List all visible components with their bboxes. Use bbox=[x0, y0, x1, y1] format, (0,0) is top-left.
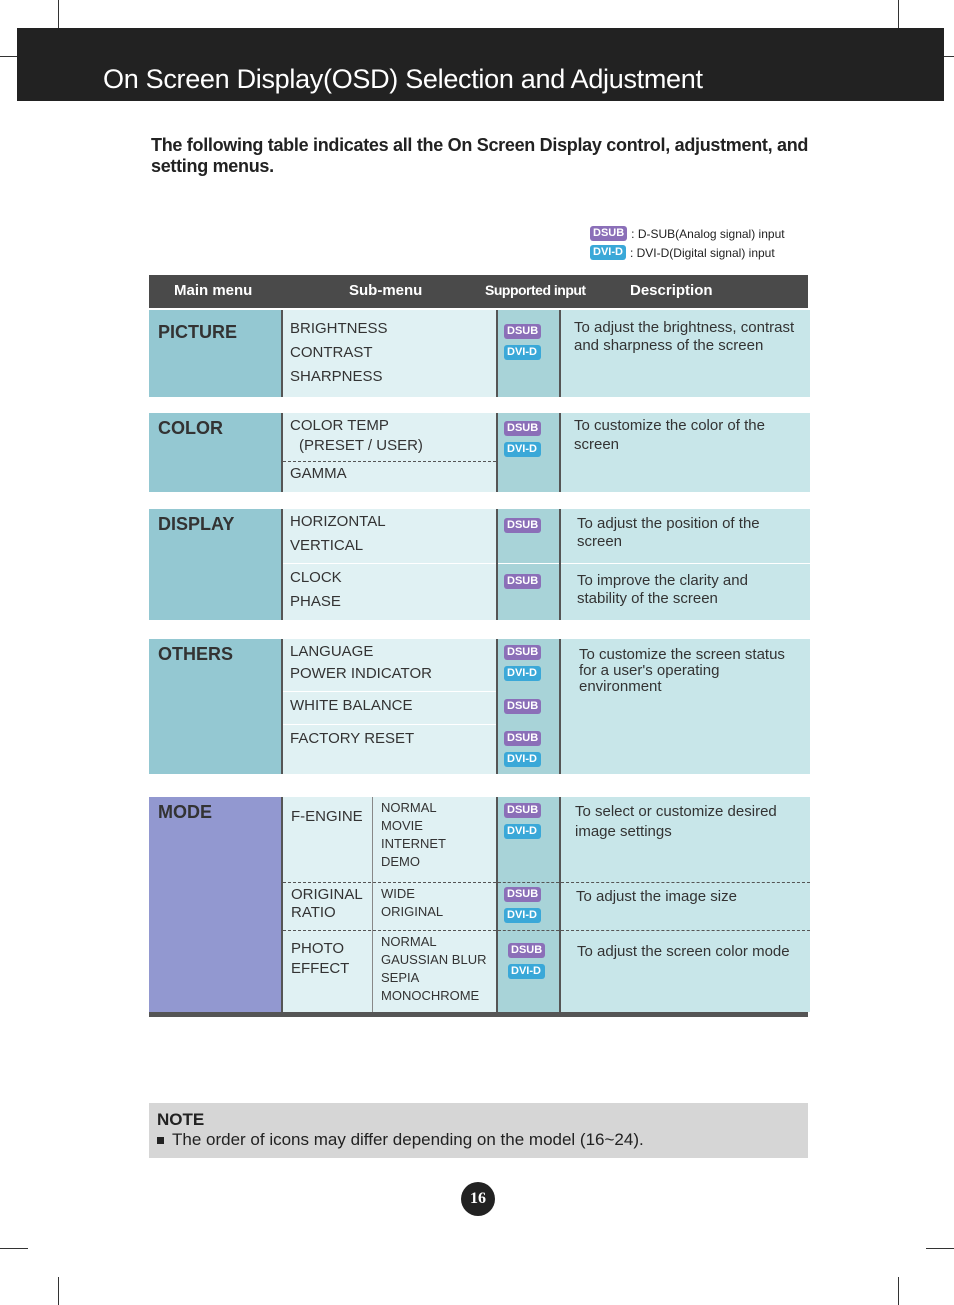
submenu-item: BRIGHTNESS bbox=[290, 320, 388, 337]
dvid-badge: DVI-D bbox=[504, 345, 541, 360]
row-separator bbox=[283, 691, 496, 692]
main-menu-display: DISPLAY bbox=[158, 514, 235, 534]
dsub-badge: DSUB bbox=[590, 226, 627, 241]
submenu-item: CONTRAST bbox=[290, 344, 373, 361]
description-text: To customize the screen status bbox=[579, 646, 785, 663]
header-supported-input: Supported input bbox=[485, 282, 586, 298]
option-item: WIDE bbox=[381, 886, 415, 901]
description-text: screen bbox=[577, 533, 623, 550]
table-bottom-rule bbox=[149, 1012, 808, 1017]
submenu-item: F-ENGINE bbox=[291, 808, 363, 825]
submenu-item: RATIO bbox=[291, 904, 336, 921]
crop-mark bbox=[0, 1248, 28, 1249]
option-item: DEMO bbox=[381, 854, 420, 869]
option-item: SEPIA bbox=[381, 970, 420, 985]
option-item: MOVIE bbox=[381, 818, 423, 833]
crop-mark bbox=[898, 1277, 899, 1305]
submenu-item: PHOTO bbox=[291, 940, 345, 957]
submenu-item: PHASE bbox=[290, 593, 341, 610]
row-separator bbox=[283, 563, 496, 564]
section-mode bbox=[149, 797, 808, 1012]
description-text: for a user's operating bbox=[579, 662, 720, 679]
submenu-item: POWER INDICATOR bbox=[290, 665, 432, 682]
dsub-badge: DSUB bbox=[504, 421, 541, 436]
page-number: 16 bbox=[461, 1182, 495, 1216]
dsub-badge: DSUB bbox=[504, 803, 541, 818]
description-text: To improve the clarity and bbox=[577, 572, 748, 589]
submenu-item: SHARPNESS bbox=[290, 368, 383, 385]
dsub-badge: DSUB bbox=[508, 943, 545, 958]
intro-text: The following table indicates all the On Screen Display control, adjustment, and setting menus. bbox=[151, 135, 809, 176]
dsub-badge: DSUB bbox=[504, 574, 541, 589]
dsub-badge: DSUB bbox=[504, 324, 541, 339]
submenu-item: VERTICAL bbox=[290, 537, 364, 554]
section-others bbox=[149, 639, 808, 774]
row-separator bbox=[561, 882, 810, 883]
submenu-item: (PRESET / USER) bbox=[299, 437, 423, 454]
dsub-badge: DSUB bbox=[504, 699, 541, 714]
row-separator bbox=[498, 882, 559, 883]
crop-mark bbox=[58, 1277, 59, 1305]
note-title: NOTE bbox=[157, 1110, 205, 1129]
row-separator bbox=[283, 930, 496, 931]
dvid-badge: DVI-D bbox=[504, 666, 541, 681]
section-color bbox=[149, 413, 808, 492]
dsub-badge: DSUB bbox=[504, 731, 541, 746]
column-separator bbox=[372, 797, 373, 1012]
section-display bbox=[149, 509, 808, 620]
dsub-badge: DSUB bbox=[504, 518, 541, 533]
crop-mark bbox=[0, 56, 17, 57]
submenu-item: HORIZONTAL bbox=[290, 513, 386, 530]
main-menu-picture: PICTURE bbox=[158, 322, 238, 342]
main-menu-color: COLOR bbox=[158, 418, 223, 438]
header-sub-menu: Sub-menu bbox=[349, 282, 423, 299]
description-text: environment bbox=[579, 678, 662, 695]
dvid-badge: DVI-D bbox=[504, 752, 541, 767]
dsub-badge: DSUB bbox=[504, 645, 541, 660]
row-separator bbox=[283, 724, 496, 725]
submenu-item: COLOR TEMP bbox=[290, 417, 389, 434]
description-text: To adjust the brightness, contrast bbox=[574, 319, 795, 336]
legend-dsub bbox=[590, 226, 785, 241]
submenu-item: ORIGINAL bbox=[291, 886, 363, 903]
option-item: MONOCHROME bbox=[381, 988, 480, 1003]
legend-dvid bbox=[590, 245, 775, 260]
option-item: GAUSSIAN BLUR bbox=[381, 952, 487, 967]
row-separator bbox=[498, 563, 559, 564]
square-bullet-icon bbox=[157, 1137, 164, 1144]
row-separator bbox=[498, 930, 559, 931]
row-separator bbox=[561, 563, 810, 564]
description-text: To adjust the image size bbox=[576, 888, 737, 905]
header-description: Description bbox=[630, 282, 713, 299]
option-item: NORMAL bbox=[381, 934, 437, 949]
header-main-menu: Main menu bbox=[174, 282, 253, 299]
submenu-item: FACTORY RESET bbox=[290, 730, 415, 747]
main-menu-mode: MODE bbox=[158, 802, 212, 822]
page-title: On Screen Display(OSD) Selection and Adjustment bbox=[103, 64, 703, 94]
description-text: image settings bbox=[575, 823, 672, 840]
description-text: stability of the screen bbox=[577, 590, 718, 607]
dvid-badge: DVI-D bbox=[504, 442, 541, 457]
dvid-badge: DVI-D bbox=[504, 908, 541, 923]
description-text: and sharpness of the screen bbox=[574, 337, 764, 354]
dsub-badge: DSUB bbox=[504, 887, 541, 902]
submenu-item: LANGUAGE bbox=[290, 643, 374, 660]
section-picture bbox=[149, 310, 808, 397]
dvid-badge: DVI-D bbox=[504, 824, 541, 839]
crop-mark bbox=[898, 0, 899, 28]
table-header bbox=[149, 275, 808, 308]
legend-text: : DVI-D(Digital signal) input bbox=[629, 245, 775, 260]
dvid-badge: DVI-D bbox=[590, 245, 626, 260]
submenu-item: WHITE BALANCE bbox=[290, 697, 413, 714]
submenu-item: GAMMA bbox=[290, 465, 347, 482]
note-text: The order of icons may differ depending on the model (16~24). bbox=[172, 1130, 644, 1149]
description-text: To customize the color of the bbox=[574, 417, 765, 434]
submenu-item: EFFECT bbox=[291, 960, 350, 977]
description-text: To adjust the position of the bbox=[577, 515, 760, 532]
option-item: INTERNET bbox=[381, 836, 446, 851]
description-text: To select or customize desired bbox=[575, 803, 777, 820]
note-box bbox=[149, 1103, 808, 1158]
row-separator bbox=[561, 930, 810, 931]
main-menu-others: OTHERS bbox=[158, 644, 234, 664]
option-item: ORIGINAL bbox=[381, 904, 444, 919]
legend-text: : D-SUB(Analog signal) input bbox=[631, 226, 785, 241]
crop-mark bbox=[58, 0, 59, 28]
description-text: To adjust the screen color mode bbox=[577, 943, 790, 960]
dvid-badge: DVI-D bbox=[508, 964, 545, 979]
option-item: NORMAL bbox=[381, 800, 437, 815]
submenu-item: CLOCK bbox=[290, 569, 342, 586]
crop-mark bbox=[926, 1248, 954, 1249]
description-text: screen bbox=[574, 436, 620, 453]
